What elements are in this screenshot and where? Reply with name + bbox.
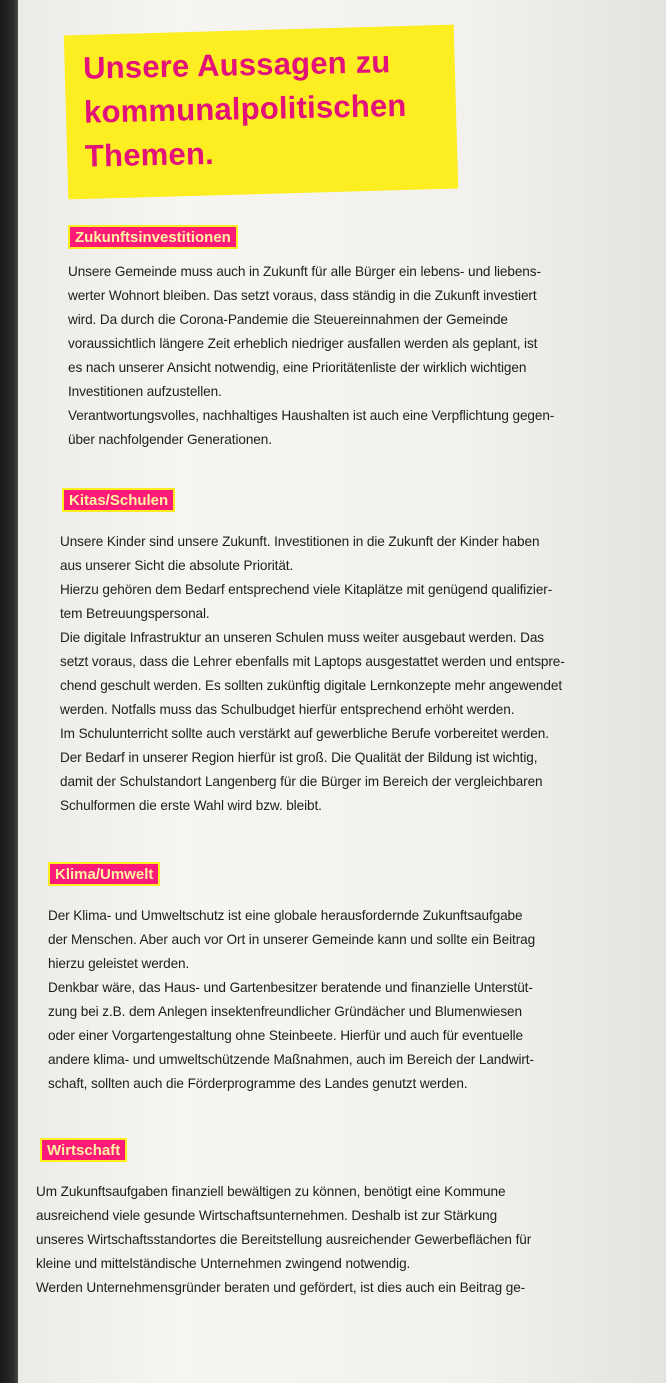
text-line: Unsere Gemeinde muss auch in Zukunft für alle Bürger ein lebens- und liebens- — [68, 264, 541, 279]
text-line: kleine und mittelständische Unternehmen zwingend notwendig. — [36, 1256, 411, 1271]
text-line: Investitionen aufzustellen. — [68, 384, 222, 399]
section-text-wirtschaft — [36, 1180, 531, 1300]
text-line: Hierzu gehören dem Bedarf entsprechend viele Kitaplätze mit genügend qualifizier- — [60, 582, 553, 597]
text-line: ausreichend viele gesunde Wirtschaftsunternehmen. Deshalb ist zur Stärkung — [36, 1208, 498, 1223]
text-line: Im Schulunterricht sollte auch verstärkt auf gewerbliche Berufe vorbereitet werden. — [60, 726, 549, 741]
text-line: der Menschen. Aber auch vor Ort in unserer Gemeinde kann und sollte ein Beitrag — [48, 932, 536, 947]
text-line: werter Wohnort bleiben. Das setzt voraus, dass ständig in die Zukunft investiert — [68, 288, 537, 303]
section-label-zukunftsinvestitionen: Zukunftsinvestitionen — [68, 225, 238, 249]
section-label-kitas-schulen: Kitas/Schulen — [62, 488, 175, 512]
text-line: Der Klima- und Umweltschutz ist eine globale herausfordernde Zukunftsaufgabe — [48, 908, 523, 923]
section-label-wirtschaft: Wirtschaft — [40, 1138, 127, 1162]
text-line: oder einer Vorgartengestaltung ohne Steinbeete. Hierfür und auch für eventuelle — [48, 1028, 524, 1043]
text-line: Schulformen die erste Wahl wird bzw. bleibt. — [60, 798, 322, 813]
text-line: Werden Unternehmensgründer beraten und gefördert, ist dies auch ein Beitrag ge- — [36, 1280, 526, 1295]
text-line: schaft, sollten auch die Förderprogramme des Landes genutzt werden. — [48, 1076, 468, 1091]
text-line: voraussichtlich längere Zeit erheblich niedriger ausfallen werden als geplant, ist — [68, 336, 538, 351]
text-line: chend geschult werden. Es sollten zukünftig digitale Lernkonzepte mehr angewendet — [60, 678, 562, 693]
section-label-klima-umwelt: Klima/Umwelt — [48, 862, 160, 886]
text-line: unseres Wirtschaftsstandortes die Bereitstellung ausreichender Gewerbeflächen für — [36, 1232, 532, 1247]
section-text-kitas-schulen — [60, 530, 565, 818]
text-line: über nachfolgender Generationen. — [68, 432, 272, 447]
text-line: Unsere Kinder sind unsere Zukunft. Investitionen in die Zukunft der Kinder haben — [60, 534, 540, 549]
text-line: Die digitale Infrastruktur an unseren Schulen muss weiter ausgebaut werden. Das — [60, 630, 545, 645]
text-line: Verantwortungsvolles, nachhaltiges Haushalten ist auch eine Verpflichtung gegen- — [68, 408, 555, 423]
section-text-zukunftsinvestitionen — [68, 260, 554, 452]
text-line: Denkbar wäre, das Haus- und Gartenbesitzer beratende und finanzielle Unterstüt- — [48, 980, 533, 995]
text-line: Um Zukunftsaufgaben finanziell bewältigen zu können, benötigt eine Kommune — [36, 1184, 506, 1199]
text-line: werden. Notfalls muss das Schulbudget hierfür entsprechend erhöht werden. — [60, 702, 515, 717]
text-line: Der Bedarf in unserer Region hierfür ist groß. Die Qualität der Bildung ist wichtig, — [60, 750, 538, 765]
text-line: es nach unserer Ansicht notwendig, eine Prioritätenliste der wirklich wichtigen — [68, 360, 527, 375]
text-line: wird. Da durch die Corona-Pandemie die Steuereinnahmen der Gemeinde — [68, 312, 508, 327]
text-line: setzt voraus, dass die Lehrer ebenfalls mit Laptops ausgestattet werden und entspre- — [60, 654, 565, 669]
text-line: hierzu geleistet werden. — [48, 956, 190, 971]
section-text-klima-umwelt — [48, 904, 535, 1096]
text-line: andere klima- und umweltschützende Maßnahmen, auch im Bereich der Landwirt- — [48, 1052, 534, 1067]
text-line: tem Betreuungspersonal. — [60, 606, 210, 621]
page-title: Unsere Aussagen zu kommunalpolitischen Themen. — [82, 44, 407, 174]
text-line: zung bei z.B. dem Anlegen insektenfreundlicher Gründächer und Blumenwiesen — [48, 1004, 522, 1019]
text-line: damit der Schulstandort Langenberg für die Bürger im Bereich der vergleichbaren — [60, 774, 543, 789]
text-line: aus unserer Sicht die absolute Priorität. — [60, 558, 294, 573]
